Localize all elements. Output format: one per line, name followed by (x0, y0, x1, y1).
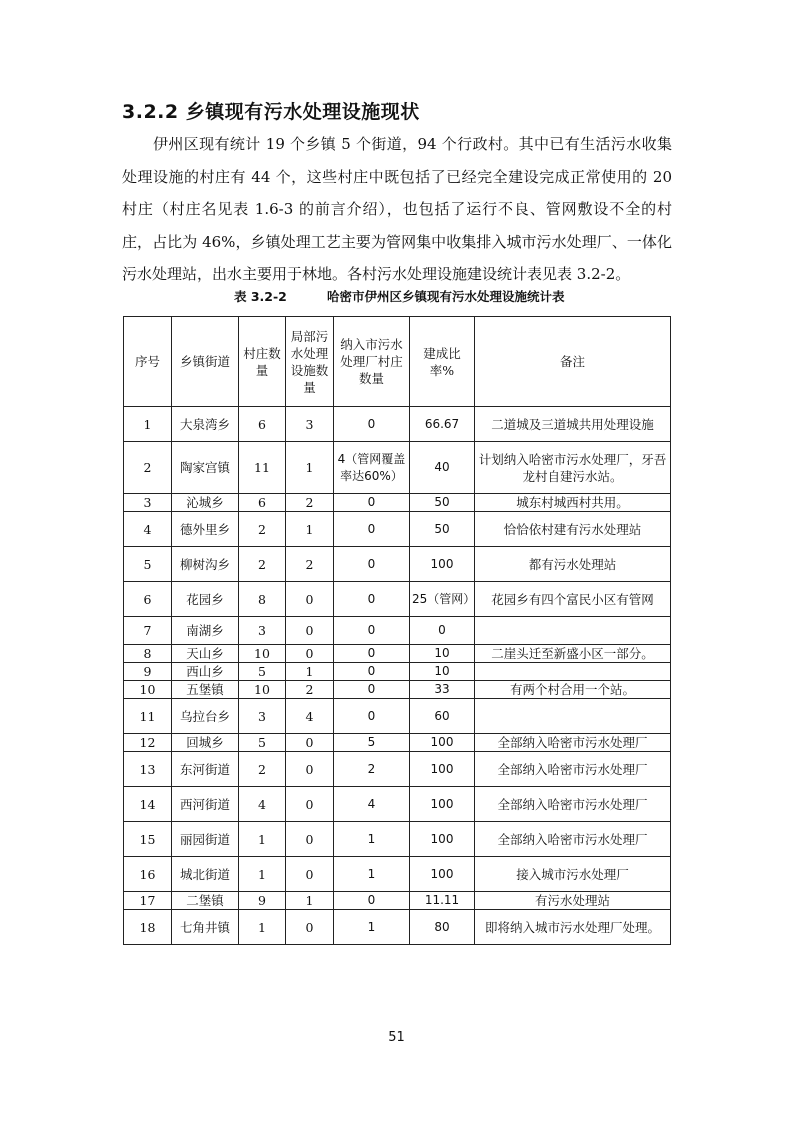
index-cell: 17 (124, 892, 172, 910)
table-body (124, 407, 671, 945)
remarks-cell: 全部纳入哈密市污水处理厂 (475, 734, 671, 752)
table-row (124, 699, 671, 734)
page-number: 51 (388, 1030, 405, 1045)
table-row (124, 512, 671, 547)
table-row (124, 582, 671, 617)
town-cell: 沁城乡 (172, 494, 239, 512)
table-title: 哈密市伊州区乡镇现有污水处理设施统计表 (327, 289, 565, 304)
completion-rate-cell: 0 (410, 617, 475, 645)
remarks-cell (475, 617, 671, 645)
completion-rate-cell: 60 (410, 699, 475, 734)
table-row (124, 822, 671, 857)
index-cell: 7 (124, 617, 172, 645)
local-facility-cell: 1 (286, 442, 334, 494)
local-facility-cell: 0 (286, 910, 334, 945)
town-cell: 德外里乡 (172, 512, 239, 547)
index-cell: 2 (124, 442, 172, 494)
completion-rate-cell: 33 (410, 681, 475, 699)
completion-rate-cell: 100 (410, 547, 475, 582)
remarks-cell (475, 699, 671, 734)
local-facility-cell: 2 (286, 547, 334, 582)
header-cell-completion-rate: 建成比率% (410, 317, 475, 407)
village-count-cell: 1 (239, 822, 286, 857)
remarks-cell: 都有污水处理站 (475, 547, 671, 582)
town-cell: 东河街道 (172, 752, 239, 787)
village-count-cell: 2 (239, 512, 286, 547)
completion-rate-cell: 50 (410, 512, 475, 547)
local-facility-cell: 1 (286, 512, 334, 547)
village-count-cell: 5 (239, 663, 286, 681)
town-cell: 回城乡 (172, 734, 239, 752)
completion-rate-cell: 100 (410, 752, 475, 787)
index-cell: 4 (124, 512, 172, 547)
table-row (124, 407, 671, 442)
town-cell: 七角井镇 (172, 910, 239, 945)
section-heading: 3.2.2 乡镇现有污水处理设施现状 (122, 101, 420, 123)
connected-village-cell: 0 (334, 494, 410, 512)
local-facility-cell: 0 (286, 822, 334, 857)
table-row (124, 617, 671, 645)
local-facility-cell: 0 (286, 734, 334, 752)
index-cell: 12 (124, 734, 172, 752)
facility-statistics-table (123, 316, 671, 945)
village-count-cell: 6 (239, 407, 286, 442)
village-count-cell: 1 (239, 857, 286, 892)
table-row (124, 442, 671, 494)
remarks-cell (475, 663, 671, 681)
local-facility-cell: 2 (286, 681, 334, 699)
local-facility-cell: 1 (286, 663, 334, 681)
local-facility-cell: 2 (286, 494, 334, 512)
village-count-cell: 11 (239, 442, 286, 494)
village-count-cell: 4 (239, 787, 286, 822)
remarks-cell: 有污水处理站 (475, 892, 671, 910)
town-cell: 二堡镇 (172, 892, 239, 910)
table-number: 表 3.2-2 (234, 289, 287, 304)
town-cell: 乌拉台乡 (172, 699, 239, 734)
index-cell: 16 (124, 857, 172, 892)
completion-rate-cell: 10 (410, 645, 475, 663)
completion-rate-cell: 40 (410, 442, 475, 494)
remarks-cell: 恰恰依村建有污水处理站 (475, 512, 671, 547)
header-cell-town: 乡镇街道 (172, 317, 239, 407)
index-cell: 1 (124, 407, 172, 442)
town-cell: 陶家宫镇 (172, 442, 239, 494)
local-facility-cell: 0 (286, 582, 334, 617)
header-cell-local-facility-count: 局部污水处理设施数量 (286, 317, 334, 407)
table-row (124, 734, 671, 752)
table-row (124, 892, 671, 910)
table-row (124, 752, 671, 787)
connected-village-cell: 0 (334, 681, 410, 699)
connected-village-cell: 0 (334, 663, 410, 681)
village-count-cell: 6 (239, 494, 286, 512)
connected-village-cell: 5 (334, 734, 410, 752)
completion-rate-cell: 100 (410, 857, 475, 892)
index-cell: 6 (124, 582, 172, 617)
table-row (124, 494, 671, 512)
completion-rate-cell: 50 (410, 494, 475, 512)
completion-rate-cell: 10 (410, 663, 475, 681)
village-count-cell: 2 (239, 547, 286, 582)
connected-village-cell: 0 (334, 407, 410, 442)
index-cell: 8 (124, 645, 172, 663)
village-count-cell: 2 (239, 752, 286, 787)
table-row (124, 787, 671, 822)
index-cell: 3 (124, 494, 172, 512)
town-cell: 西河街道 (172, 787, 239, 822)
completion-rate-cell: 100 (410, 822, 475, 857)
village-count-cell: 5 (239, 734, 286, 752)
local-facility-cell: 0 (286, 645, 334, 663)
remarks-cell: 全部纳入哈密市污水处理厂 (475, 787, 671, 822)
local-facility-cell: 3 (286, 407, 334, 442)
local-facility-cell: 0 (286, 617, 334, 645)
town-cell: 五堡镇 (172, 681, 239, 699)
town-cell: 南湖乡 (172, 617, 239, 645)
village-count-cell: 1 (239, 910, 286, 945)
header-cell-connected-village-count: 纳入市污水处理厂村庄数量 (334, 317, 410, 407)
table-row (124, 910, 671, 945)
index-cell: 14 (124, 787, 172, 822)
village-count-cell: 3 (239, 699, 286, 734)
remarks-cell: 城东村城西村共用。 (475, 494, 671, 512)
village-count-cell: 10 (239, 645, 286, 663)
index-cell: 9 (124, 663, 172, 681)
town-cell: 丽园街道 (172, 822, 239, 857)
remarks-cell: 全部纳入哈密市污水处理厂 (475, 752, 671, 787)
connected-village-cell: 0 (334, 645, 410, 663)
remarks-cell: 即将纳入城市污水处理厂处理。 (475, 910, 671, 945)
town-cell: 大泉湾乡 (172, 407, 239, 442)
connected-village-cell: 0 (334, 892, 410, 910)
completion-rate-cell: 80 (410, 910, 475, 945)
index-cell: 11 (124, 699, 172, 734)
remarks-cell: 接入城市污水处理厂 (475, 857, 671, 892)
local-facility-cell: 0 (286, 752, 334, 787)
connected-village-cell: 1 (334, 822, 410, 857)
connected-village-cell: 0 (334, 699, 410, 734)
remarks-cell: 计划纳入哈密市污水处理厂，牙吾龙村自建污水站。 (475, 442, 671, 494)
connected-village-cell: 4 (334, 787, 410, 822)
connected-village-cell: 0 (334, 512, 410, 547)
connected-village-cell: 4（管网覆盖率达60%） (334, 442, 410, 494)
header-cell-village-count: 村庄数量 (239, 317, 286, 407)
connected-village-cell: 1 (334, 910, 410, 945)
local-facility-cell: 0 (286, 857, 334, 892)
village-count-cell: 3 (239, 617, 286, 645)
connected-village-cell: 2 (334, 752, 410, 787)
completion-rate-cell: 66.67 (410, 407, 475, 442)
table-row (124, 681, 671, 699)
village-count-cell: 9 (239, 892, 286, 910)
table-row (124, 645, 671, 663)
local-facility-cell: 1 (286, 892, 334, 910)
table-row (124, 857, 671, 892)
index-cell: 15 (124, 822, 172, 857)
remarks-cell: 二道城及三道城共用处理设施 (475, 407, 671, 442)
table-caption (122, 287, 671, 307)
local-facility-cell: 0 (286, 787, 334, 822)
index-cell: 10 (124, 681, 172, 699)
town-cell: 城北街道 (172, 857, 239, 892)
table-row (124, 547, 671, 582)
table-header-row (124, 317, 671, 407)
town-cell: 天山乡 (172, 645, 239, 663)
completion-rate-cell: 100 (410, 734, 475, 752)
connected-village-cell: 0 (334, 547, 410, 582)
connected-village-cell: 1 (334, 857, 410, 892)
index-cell: 5 (124, 547, 172, 582)
completion-rate-cell: 100 (410, 787, 475, 822)
header-cell-remarks: 备注 (475, 317, 671, 407)
remarks-cell: 全部纳入哈密市污水处理厂 (475, 822, 671, 857)
remarks-cell: 二崖头迁至新盛小区一部分。 (475, 645, 671, 663)
completion-rate-cell: 11.11 (410, 892, 475, 910)
remarks-cell: 花园乡有四个富民小区有管网 (475, 582, 671, 617)
village-count-cell: 10 (239, 681, 286, 699)
connected-village-cell: 0 (334, 582, 410, 617)
completion-rate-cell: 25（管网） (410, 582, 475, 617)
table-row (124, 663, 671, 681)
index-cell: 13 (124, 752, 172, 787)
village-count-cell: 8 (239, 582, 286, 617)
header-cell-index: 序号 (124, 317, 172, 407)
remarks-cell: 有两个村合用一个站。 (475, 681, 671, 699)
town-cell: 西山乡 (172, 663, 239, 681)
index-cell: 18 (124, 910, 172, 945)
local-facility-cell: 4 (286, 699, 334, 734)
connected-village-cell: 0 (334, 617, 410, 645)
town-cell: 柳树沟乡 (172, 547, 239, 582)
body-paragraph: 伊州区现有统计 19 个乡镇 5 个街道，94 个行政村。其中已有生活污水收集处理设施的村庄有 44 个，这些村庄中既包括了已经完全建设完成正常使用的 20 村庄（村庄名见表 1.6-3 的前言介绍），也包括了运行不良、管网敷设不全的村庄，占比为 46%，乡镇处理工艺主要为管网集中收集排入城市污水处理厂、一体化污水处理站，出水主要用于林地。各村污水处理设施建设统计表见表 3.2-2。 (122, 135, 672, 283)
town-cell: 花园乡 (172, 582, 239, 617)
